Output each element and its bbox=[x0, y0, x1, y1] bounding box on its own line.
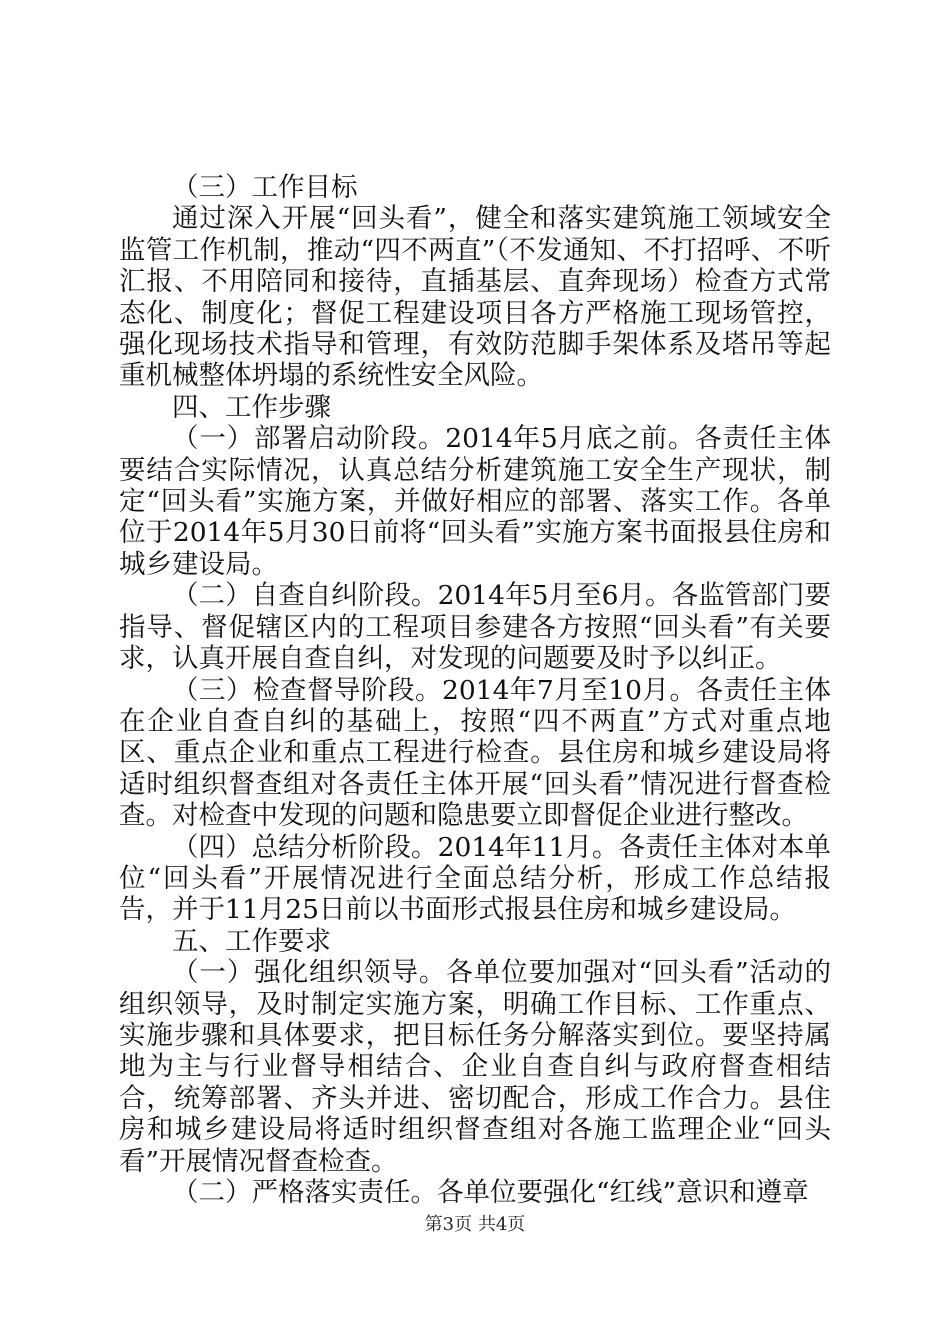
section-heading-work-steps: 四、工作步骤 bbox=[172, 391, 331, 423]
section-heading-work-goals: （三）工作目标 bbox=[172, 172, 358, 203]
document-body bbox=[119, 172, 831, 1208]
paragraph-step-deployment: （一）部署启动阶段。2014年5月底之前。各责任主体要结合实际情况，认真总结分析建筑施工安全生产现状，制定“回头看”实施方案，并做好相应的部署、落实工作。各单位于2014年5月30日前将“回头看”实施方案书面报县住房和城乡建设局。 bbox=[119, 423, 831, 580]
paragraph-step-self-check: （二）自查自纠阶段。2014年5月至6月。各监管部门要指导、督促辖区内的工程项目参建各方按照“回头看”有关要求，认真开展自查自纠，对发现的问题要及时予以纠正。 bbox=[119, 580, 831, 675]
paragraph-step-inspection: （三）检查督导阶段。2014年7月至10月。各责任主体在企业自查自纠的基础上，按照“四不两直”方式对重点地区、重点企业和重点工程进行检查。县住房和城乡建设局将适时组织督查组对各责任主体开展“回头看”情况进行督查检查。对检查中发现的问题和隐患要立即督促企业进行整改。 bbox=[119, 674, 831, 832]
paragraph-step-summary: （四）总结分析阶段。2014年11月。各责任主体对本单位“回头看”开展情况进行全面总结分析，形成工作总结报告，并于11月25日前以书面形式报县住房和城乡建设局。 bbox=[119, 831, 831, 926]
page-footer: 第3页 共4页 bbox=[424, 1214, 526, 1235]
paragraph-work-goals: 通过深入开展“回头看”，健全和落实建筑施工领域安全监管工作机制，推动“四不两直”（不发通知、不打招呼、不听汇报、不用陪同和接待，直插基层、直奔现场）检查方式常态化、制度化；督促工程建设项目各方严格施工现场管控，强化现场技术指导和管理，有效防范脚手架体系及塔吊等起重机械整体坍塌的系统性安全风险。 bbox=[119, 203, 831, 392]
section-heading-work-requirements: 五、工作要求 bbox=[172, 925, 331, 957]
paragraph-requirement-responsibility: （二）严格落实责任。各单位要强化“红线”意识和遵章 bbox=[172, 1177, 809, 1208]
paragraph-requirement-leadership: （一）强化组织领导。各单位要加强对“回头看”活动的组织领导，及时制定实施方案，明确工作目标、工作重点、实施步骤和具体要求，把目标任务分解落实到位。要坚持属地为主与行业督导相结合、企业自查自纠与政府督查相结合，统筹部署、齐头并进、密切配合，形成工作合力。县住房和城乡建设局将适时组织督查组对各施工监理企业“回头看”开展情况督查检查。 bbox=[119, 957, 831, 1177]
